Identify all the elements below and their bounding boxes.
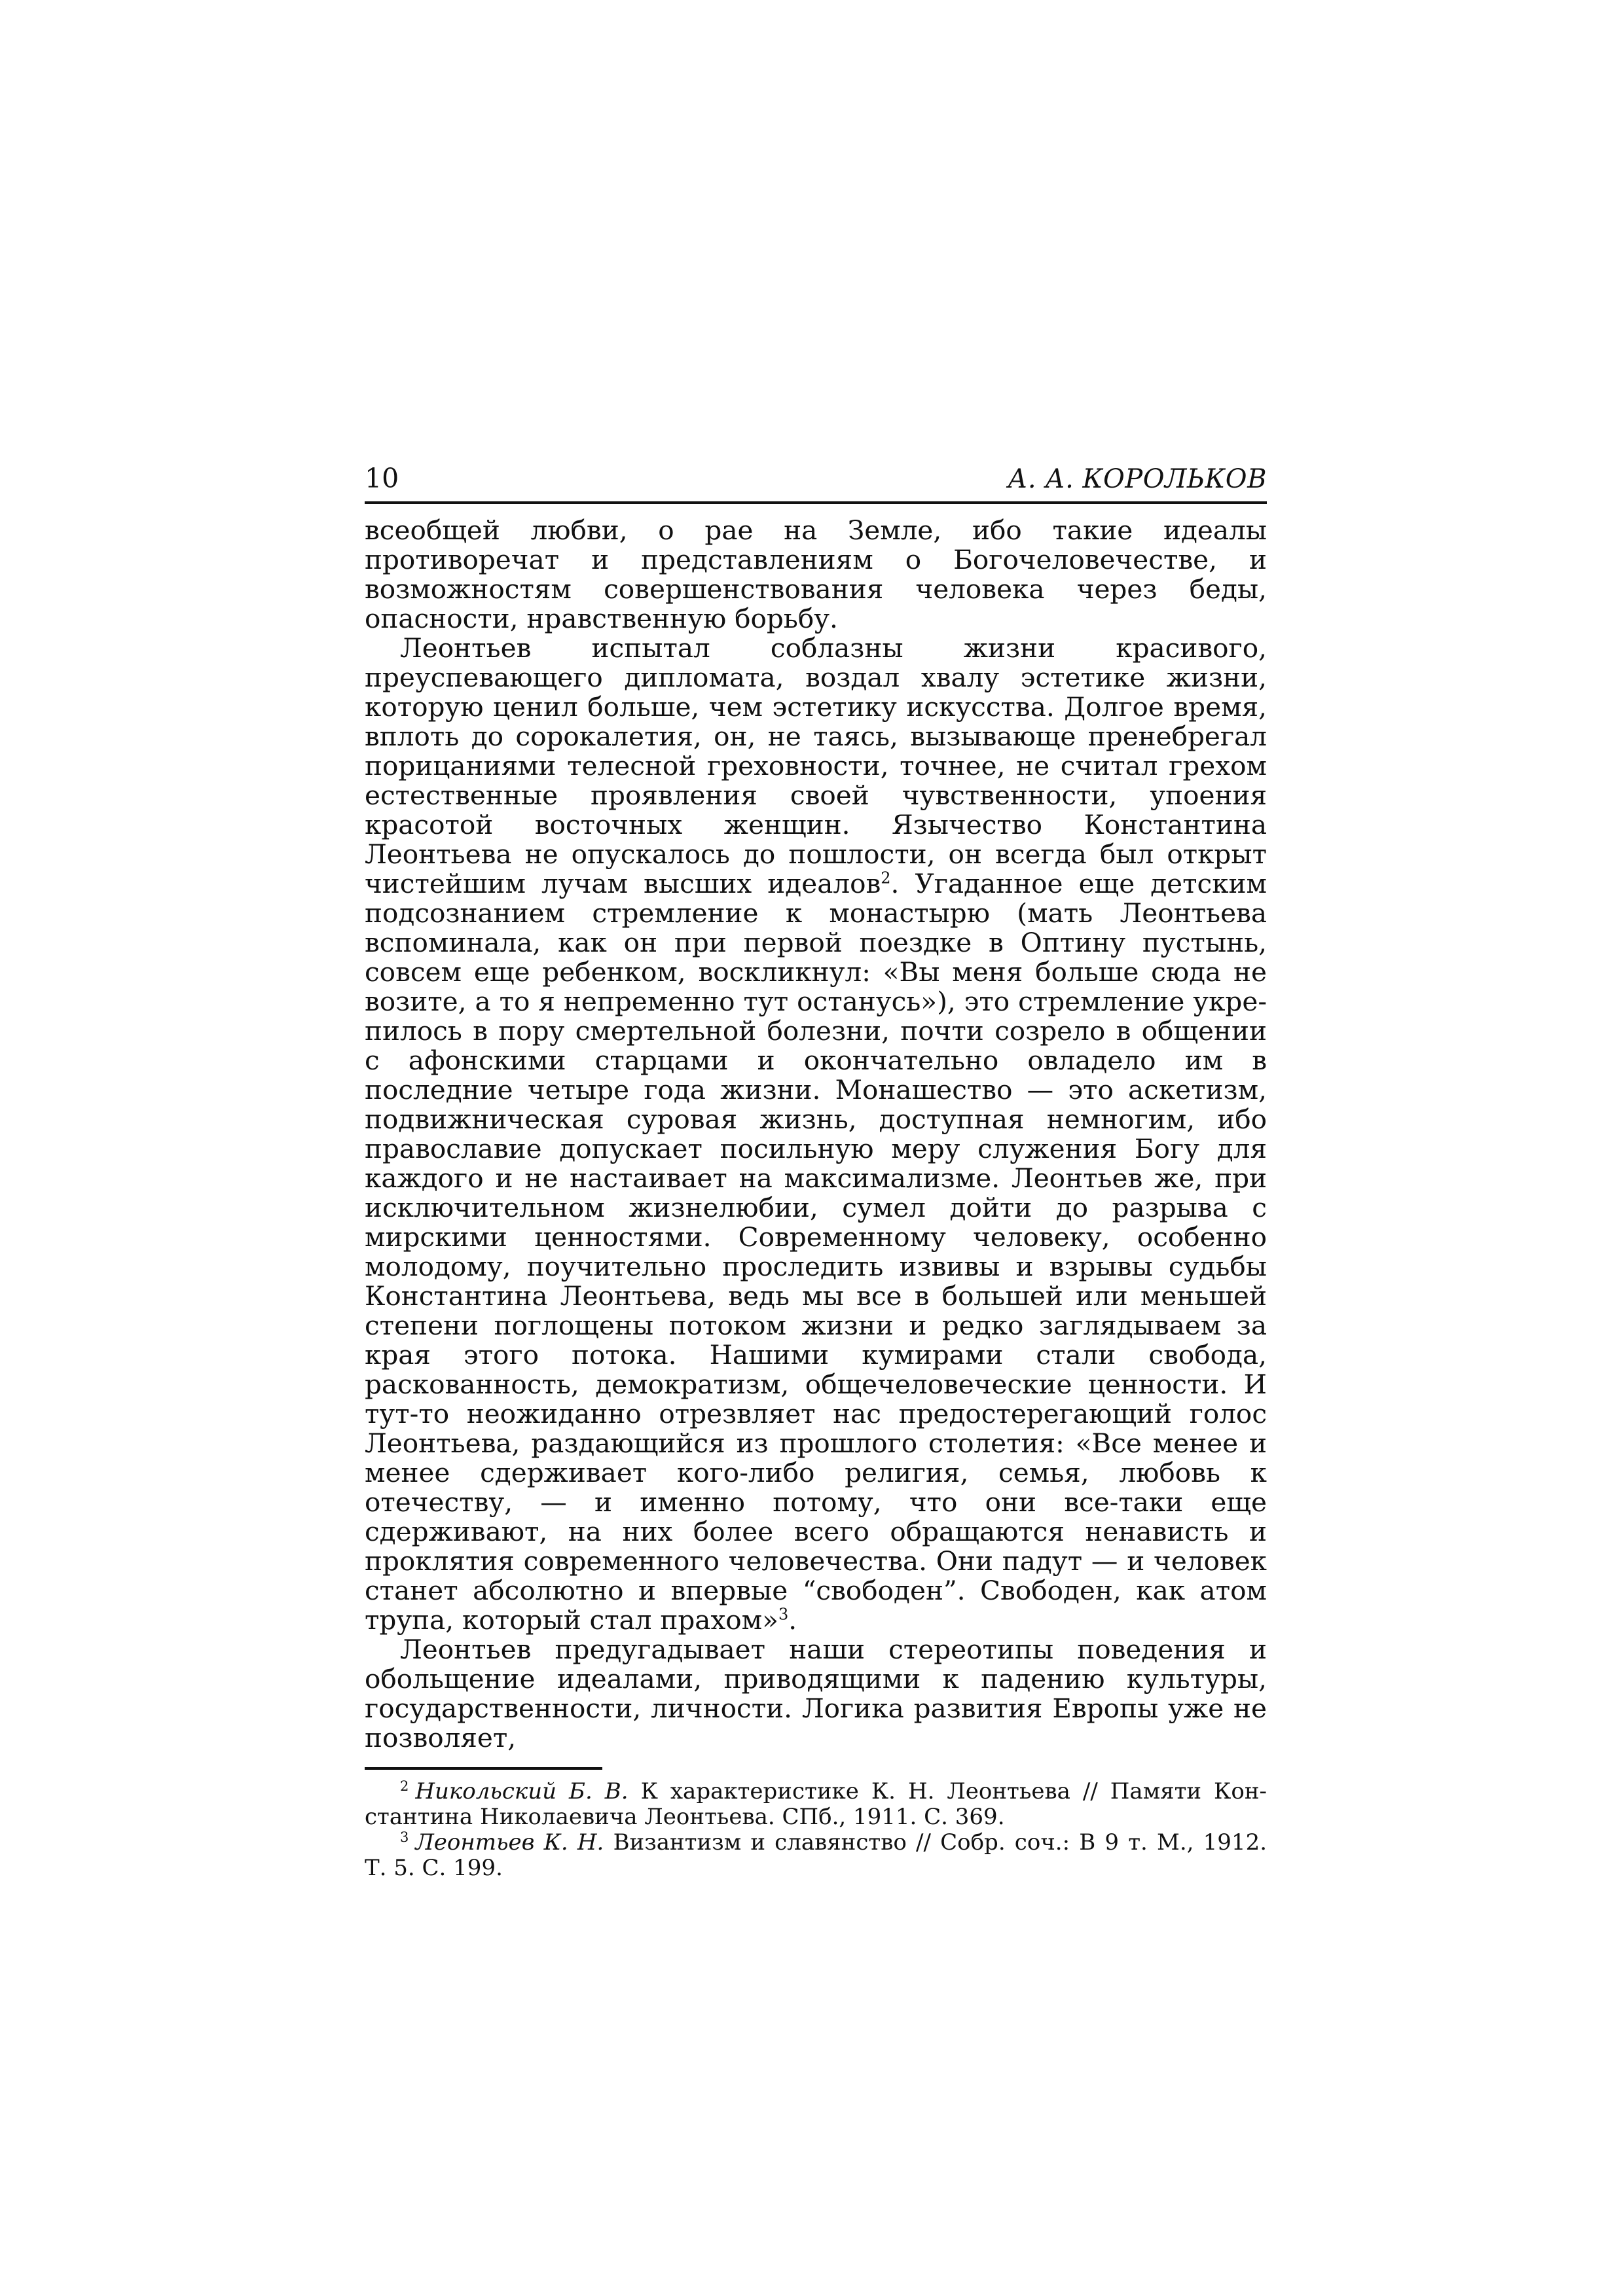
footnote-2-text: К характеристике К. Н. Леонтьева // Памяти Константина Николаевича Леонтьева. СПб., 1911. С. 369. <box>365 1778 1267 1830</box>
footnote-3 <box>365 1830 1267 1881</box>
footnote-3-text: Византизм и славянство // Собр. соч.: В 9 т. М., 1912. Т. 5. С. 199. <box>365 1829 1267 1881</box>
paragraph-2-text-a: Леонтьев испытал соблазны жизни красивого, преуспевающего дипломата, воздал хвалу эстетике жизни, которую ценил больше, чем эстетику искусства. Долгое время, вплоть до сорокалетия, он, не таясь, вызывающе пренебрегал порицаниями телесной греховности, точнее, не считал грехом естественные проявления своей чувственности, упоения красотой восточных женщин. Язычество Константина Леонтьева не опускалось до пошлости, он всегда был открыт чистейшим лучам высших идеалов <box>365 632 1267 899</box>
footnote-ref-2: 2 <box>881 869 891 888</box>
footnote-ref-3: 3 <box>778 1605 789 1624</box>
running-title: А. А. КОРОЛЬКОВ <box>1008 464 1267 494</box>
running-header <box>365 458 1267 504</box>
page-number: 10 <box>365 463 399 494</box>
paragraph-1: всеобщей любви, о рае на Земле, ибо такие идеалы противоречат и представлениям о Богочеловечестве, и возможностям совершенствования человека через беды, опасности, нравственную борьбу. <box>365 514 1267 634</box>
footnote-2-number: 2 <box>400 1778 409 1794</box>
paragraph-2-end: . <box>788 1604 797 1636</box>
footnote-3-author: Леонтьев К. Н. <box>415 1829 604 1856</box>
footnote-2-author: Никольский Б. В. <box>415 1778 629 1804</box>
paragraph-3: Леонтьев предугадывает наши стереотипы поведения и обольщение идеалами, приводящими к падению культуры, государственности, личности. Логика развития Европы уже не позволяет, <box>365 1634 1267 1753</box>
footnote-3-number: 3 <box>400 1829 409 1845</box>
page-content <box>365 458 1267 1881</box>
footnote-divider <box>365 1767 602 1770</box>
footnote-2 <box>365 1779 1267 1830</box>
paragraph-2-text-b: . Угаданное еще детским подсознанием стремление к монастырю (мать Леонтьева вспоминала, как он при первой поездке в Оптину пустынь, совсем еще ребенком, воскликнул: «Вы меня больше сюда не возите, а то я непременно тут останусь»), это стремление укрепилось в пору смертельной болезни, почти созрело в общении с афонскими старцами и окончательно овладело им в последние четыре года жизни. Монашество — это аскетизм, подвижническая суровая жизнь, доступная немногим, ибо православие допускает посильную меру служения Богу для каждого и не настаивает на максимализме. Леонтьев же, при исключительном жизнелюбии, сумел дойти до разрыва с мирскими ценностями. Современному человеку, особенно молодому, поучительно проследить извивы и взрывы судьбы Константина Леонтьева, ведь мы все в большей или меньшей степени поглощены потоком жизни и редко заглядываем за края этого потока. Нашими кумирами стали свобода, раскованность, демократизм, общечеловеческие ценности. И тут-то неожиданно отрезвляет нас предостерегающий голос Леонтьева, раздающийся из прошлого столетия: «Все менее и менее сдерживает кого-либо религия, семья, любовь к отечеству, — и именно потому, что они все-таки еще сдерживают, на них более всего обращаются ненависть и проклятия современного человечества. Они падут — и человек станет абсолютно и впервые “свободен”. Свободен, как атом трупа, который стал прахом» <box>365 868 1267 1636</box>
footnotes <box>365 1779 1267 1881</box>
paragraph-2 <box>365 634 1267 1635</box>
main-text <box>365 516 1267 1753</box>
